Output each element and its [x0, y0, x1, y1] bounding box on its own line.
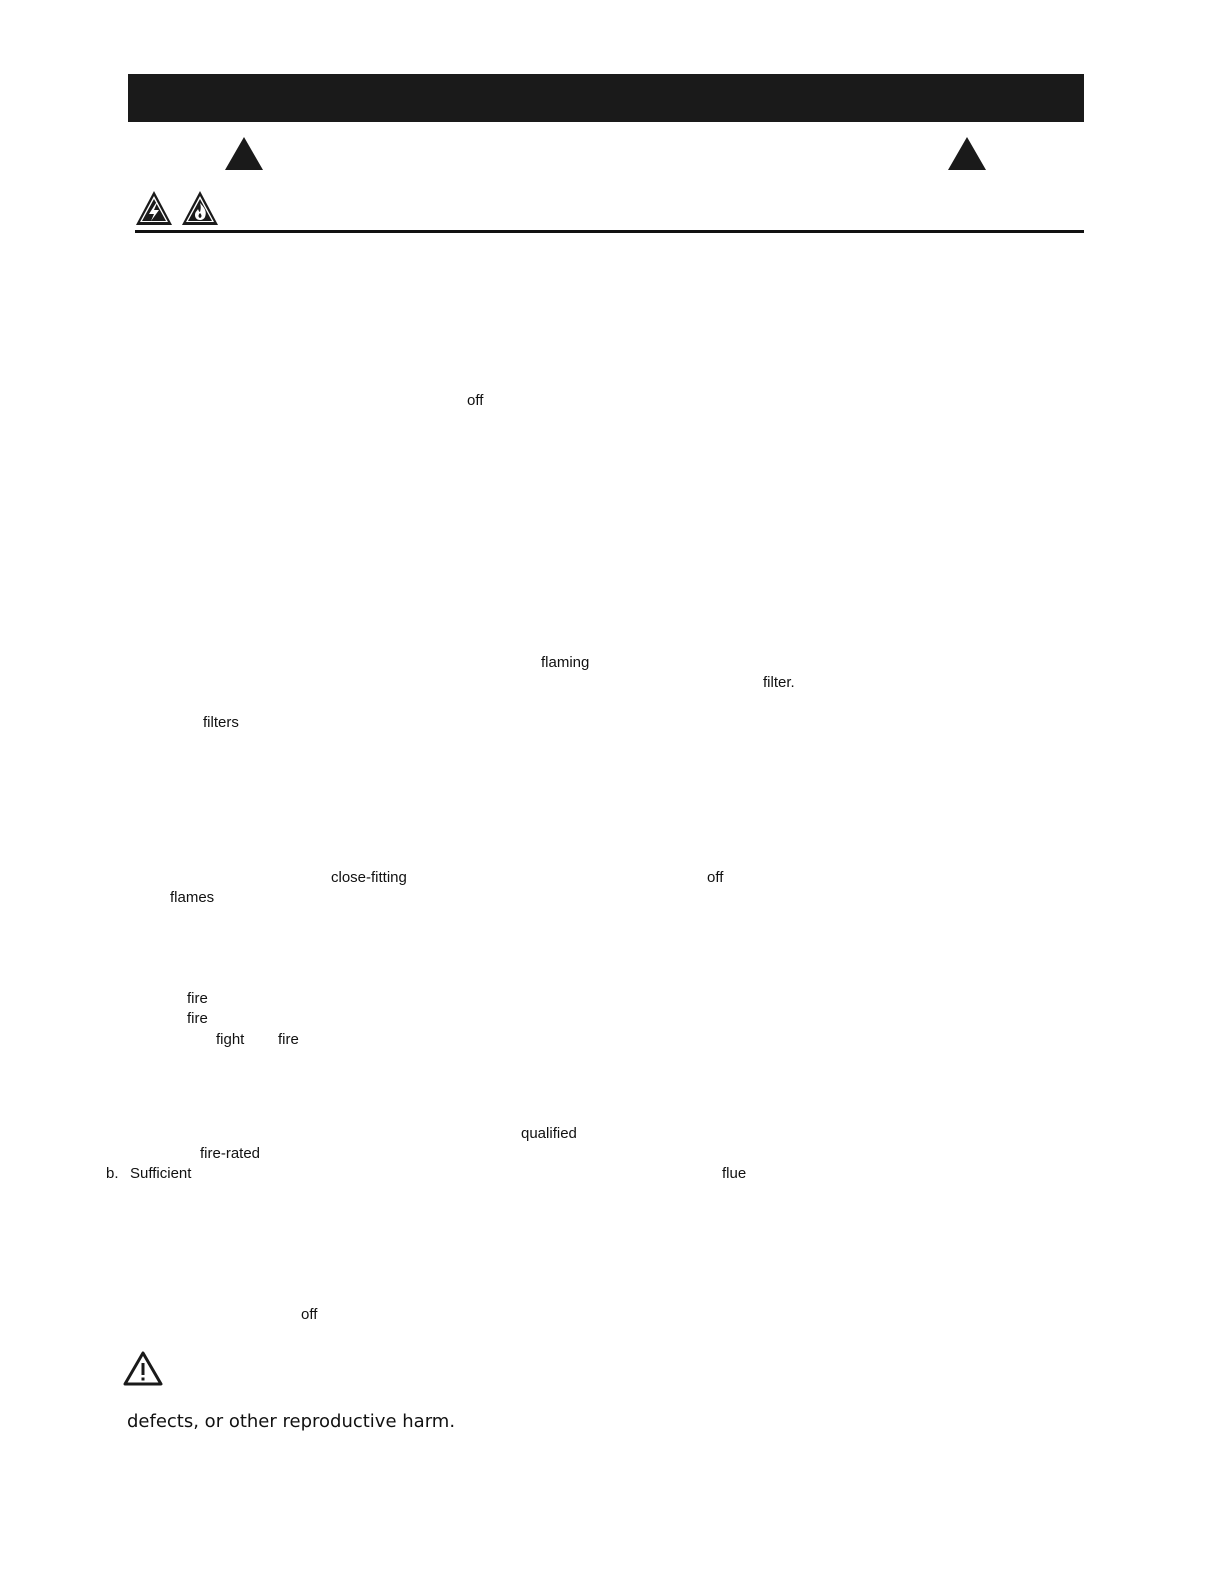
text-fragment: off: [707, 869, 724, 886]
section-divider: [135, 230, 1084, 233]
header-bar: [128, 74, 1084, 122]
text-fragment: off: [301, 1306, 318, 1323]
text-fragment: off: [467, 392, 484, 409]
text-fragment: filters: [203, 714, 239, 731]
text-fragment: close-fitting: [331, 869, 407, 886]
caution-exclamation-icon: [123, 1351, 163, 1386]
text-fragment: flames: [170, 889, 215, 906]
text-fragment: filter.: [763, 674, 795, 691]
list-marker: b.: [106, 1165, 119, 1182]
text-fragment: flaming: [541, 654, 590, 671]
text-fragment: flue: [722, 1165, 747, 1182]
text-fragment: fire: [278, 1031, 299, 1048]
text-fragment: Sufficient: [130, 1165, 192, 1182]
warning-triangle-icon: [948, 137, 986, 170]
warning-triangle-icon: [225, 137, 263, 170]
text-fragment: qualified: [521, 1125, 577, 1142]
text-fragment: fire-rated: [200, 1145, 261, 1162]
caution-note-text: defects, or other reproductive harm.: [127, 1411, 456, 1432]
text-fragment: fire: [187, 990, 208, 1007]
electric-shock-icon: [135, 190, 173, 226]
text-fragment: fire: [187, 1010, 208, 1027]
text-fragment: fight: [216, 1031, 245, 1048]
fire-hazard-icon: [181, 190, 219, 226]
